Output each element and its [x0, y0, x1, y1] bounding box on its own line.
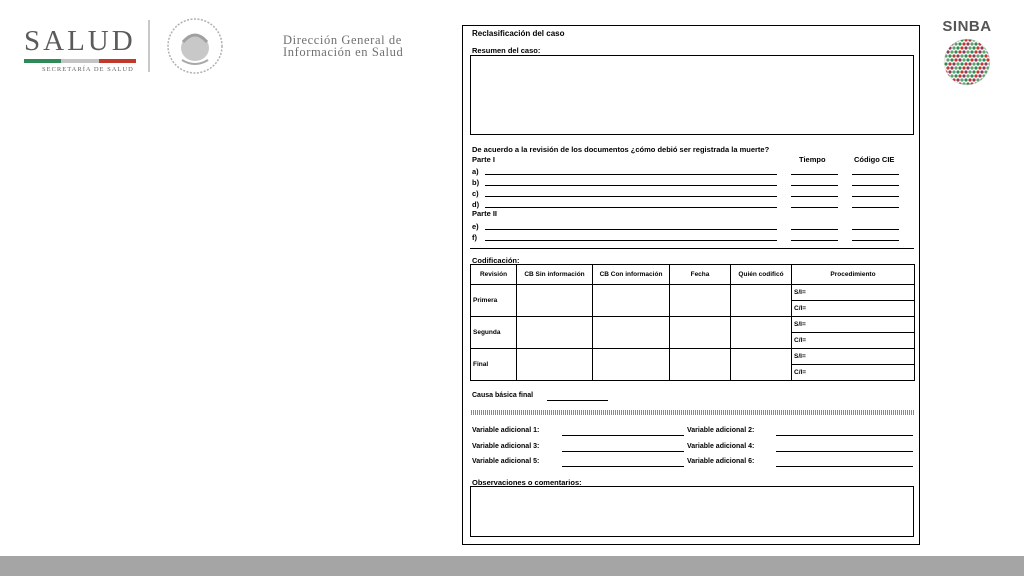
cell-cb-con[interactable] — [593, 317, 670, 349]
variable-line-4[interactable] — [776, 451, 913, 452]
salud-subtitle: SECRETARÍA DE SALUD — [42, 66, 134, 73]
col-header-revision: Revisión — [471, 265, 517, 285]
cause-line-a[interactable] — [485, 174, 777, 175]
variable-line-1[interactable] — [562, 435, 684, 436]
table-header-row — [471, 265, 915, 285]
cell-quien[interactable] — [731, 285, 792, 317]
cell-quien[interactable] — [731, 349, 792, 381]
national-seal-icon — [164, 16, 226, 76]
salud-wordmark: SALUD — [24, 25, 136, 57]
tiempo-line-a[interactable] — [791, 174, 838, 175]
row-label-primera: Primera — [471, 285, 517, 317]
cell-si[interactable]: S/I= — [792, 349, 915, 365]
dgis-line-2: Información en Salud — [283, 45, 404, 59]
line-label-c: c) — [472, 189, 479, 198]
line-label-d: d) — [472, 200, 480, 209]
dgis-line-1: Dirección General de — [283, 33, 402, 47]
line-label-a: a) — [472, 167, 479, 176]
codificacion-label: Codificación: — [472, 256, 520, 265]
variable-label-2: Variable adicional 2: — [687, 427, 755, 434]
observaciones-textarea[interactable] — [470, 486, 914, 537]
tiempo-header: Tiempo — [799, 155, 826, 164]
parte-1-label: Parte I — [472, 155, 495, 164]
cie-line-d[interactable] — [852, 207, 899, 208]
variable-line-3[interactable] — [562, 451, 684, 452]
salud-stripes — [24, 59, 136, 63]
salud-logo — [24, 26, 136, 73]
cell-ci[interactable]: C/I= — [792, 301, 915, 317]
cell-cb-con[interactable] — [593, 349, 670, 381]
col-header-cb-sin: CB Sin información — [517, 265, 593, 285]
col-header-cb-con: CB Con información — [593, 265, 670, 285]
observaciones-label: Observaciones o comentarios: — [472, 478, 582, 487]
dgis-logo-text — [283, 34, 403, 58]
table-row — [471, 317, 915, 333]
section-divider — [470, 248, 914, 249]
cie-line-a[interactable] — [852, 174, 899, 175]
sinba-label: SINBA — [942, 18, 992, 35]
header-divider — [148, 20, 150, 72]
col-header-fecha: Fecha — [670, 265, 731, 285]
col-header-quien: Quién codificó — [731, 265, 792, 285]
codification-table — [470, 264, 915, 381]
tiempo-line-b[interactable] — [791, 185, 838, 186]
table-row — [471, 349, 915, 365]
sinba-logo — [936, 18, 998, 86]
cell-cb-sin[interactable] — [517, 285, 593, 317]
tiempo-line-f[interactable] — [791, 240, 838, 241]
reclassification-form — [462, 25, 920, 545]
cell-cb-sin[interactable] — [517, 349, 593, 381]
cie-line-e[interactable] — [852, 229, 899, 230]
cie-line-c[interactable] — [852, 196, 899, 197]
cie-line-f[interactable] — [852, 240, 899, 241]
codigo-cie-header: Código CIE — [854, 155, 895, 164]
cell-fecha[interactable] — [670, 349, 731, 381]
cause-line-f[interactable] — [485, 240, 777, 241]
cause-line-b[interactable] — [485, 185, 777, 186]
summary-textarea[interactable] — [470, 55, 914, 135]
variable-label-1: Variable adicional 1: — [472, 427, 540, 434]
cell-ci[interactable]: C/I= — [792, 365, 915, 381]
form-title: Reclasificación del caso — [472, 29, 565, 38]
cell-cb-con[interactable] — [593, 285, 670, 317]
row-label-segunda: Segunda — [471, 317, 517, 349]
cause-line-d[interactable] — [485, 207, 777, 208]
variable-line-5[interactable] — [562, 466, 684, 467]
sinba-globe-icon — [943, 38, 991, 86]
variable-label-3: Variable adicional 3: — [472, 443, 540, 450]
row-label-final: Final — [471, 349, 517, 381]
variable-label-4: Variable adicional 4: — [687, 443, 755, 450]
variable-label-6: Variable adicional 6: — [687, 458, 755, 465]
cause-line-c[interactable] — [485, 196, 777, 197]
cell-si[interactable]: S/I= — [792, 285, 915, 301]
cie-line-b[interactable] — [852, 185, 899, 186]
cell-quien[interactable] — [731, 317, 792, 349]
cell-cb-sin[interactable] — [517, 317, 593, 349]
cell-si[interactable]: S/I= — [792, 317, 915, 333]
line-label-f: f) — [472, 233, 477, 242]
tiempo-line-c[interactable] — [791, 196, 838, 197]
summary-label: Resumen del caso: — [472, 46, 541, 55]
line-label-e: e) — [472, 222, 479, 231]
cell-fecha[interactable] — [670, 285, 731, 317]
variable-line-2[interactable] — [776, 435, 913, 436]
causa-basica-label: Causa básica final — [472, 392, 534, 399]
variable-line-6[interactable] — [776, 466, 913, 467]
hatched-separator — [471, 410, 914, 415]
cause-line-e[interactable] — [485, 229, 777, 230]
line-label-b: b) — [472, 178, 480, 187]
cell-ci[interactable]: C/I= — [792, 333, 915, 349]
parte-2-label: Parte II — [472, 209, 498, 218]
death-question: De acuerdo a la revisión de los documentos ¿cómo debió ser registrada la muerte? — [472, 145, 770, 154]
variable-label-5: Variable adicional 5: — [472, 458, 540, 465]
table-row — [471, 285, 915, 301]
col-header-procedimiento: Procedimiento — [792, 265, 915, 285]
tiempo-line-e[interactable] — [791, 229, 838, 230]
causa-basica-line[interactable] — [547, 400, 608, 401]
cell-fecha[interactable] — [670, 317, 731, 349]
footer-band — [0, 556, 1024, 576]
tiempo-line-d[interactable] — [791, 207, 838, 208]
